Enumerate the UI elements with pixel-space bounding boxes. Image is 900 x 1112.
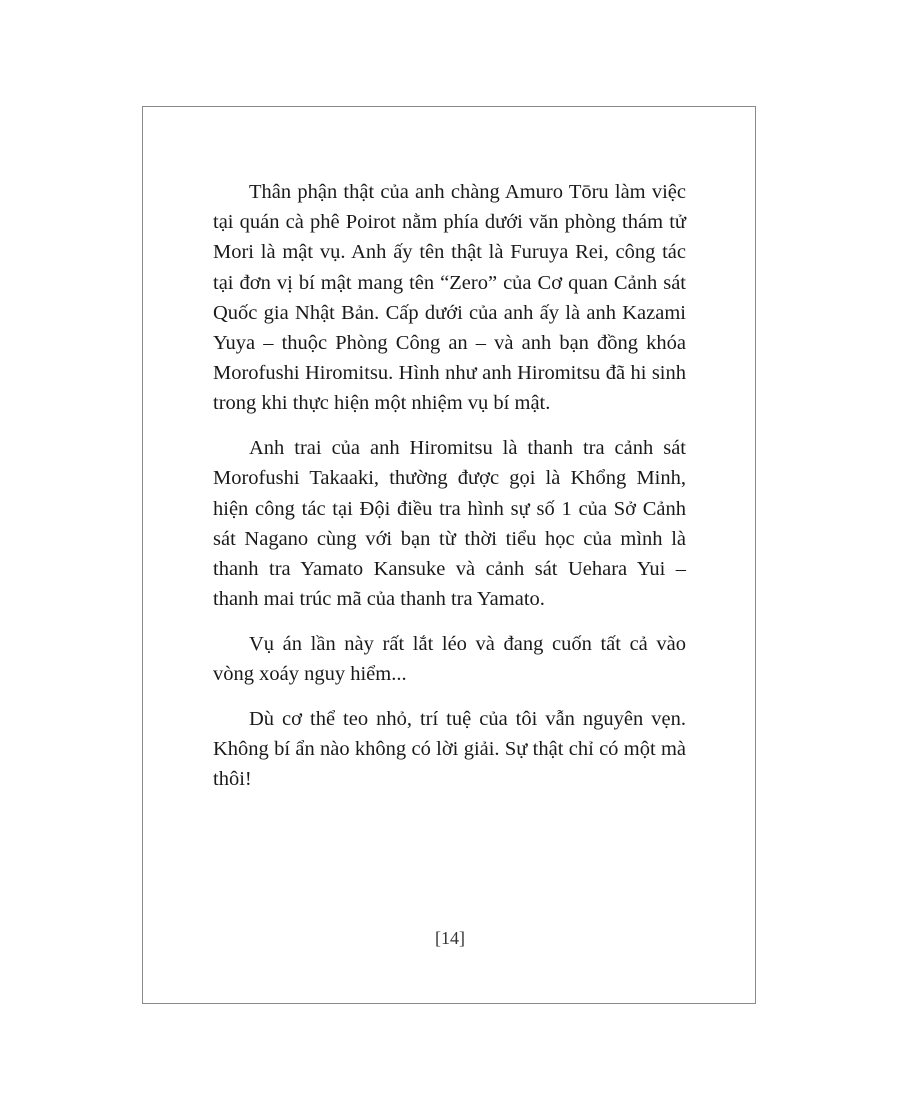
paragraph-2: Anh trai của anh Hiromitsu là thanh tra cảnh sát Morofushi Takaaki, thường được gọi là Khổng Minh, hiện công tác tại Đội điều tra hình sự số 1 của Sở Cảnh sát Nagano cùng với bạn từ thời tiểu học của mình là thanh tra Yamato Kansuke và cảnh sát Uehara Yui – thanh mai trúc mã của thanh tra Yamato. — [213, 437, 686, 611]
paragraph-3: Vụ án lần này rất lắt léo và đang cuốn tất cả vào vòng xoáy nguy hiểm... — [213, 633, 686, 686]
paragraph-1: Thân phận thật của anh chàng Amuro Tōru làm việc tại quán cà phê Poirot nằm phía dưới văn phòng thám tử Mori là mật vụ. Anh ấy tên thật là Furuya Rei, công tác tại đơn vị bí mật mang tên “Zero” của Cơ quan Cảnh sát Quốc gia Nhật Bản. Cấp dưới của anh ấy là anh Kazami Yuya – thuộc Phòng Công an – và anh bạn đồng khóa Morofushi Hiromitsu. Hình như anh Hiromitsu đã hi sinh trong khi thực hiện một nhiệm vụ bí mật. — [213, 181, 686, 415]
page-body — [213, 177, 686, 809]
paragraph-4: Dù cơ thể teo nhỏ, trí tuệ của tôi vẫn nguyên vẹn. Không bí ẩn nào không có lời giải. Sự thật chỉ có một mà thôi! — [213, 708, 686, 791]
page-number: [14] — [435, 928, 465, 948]
